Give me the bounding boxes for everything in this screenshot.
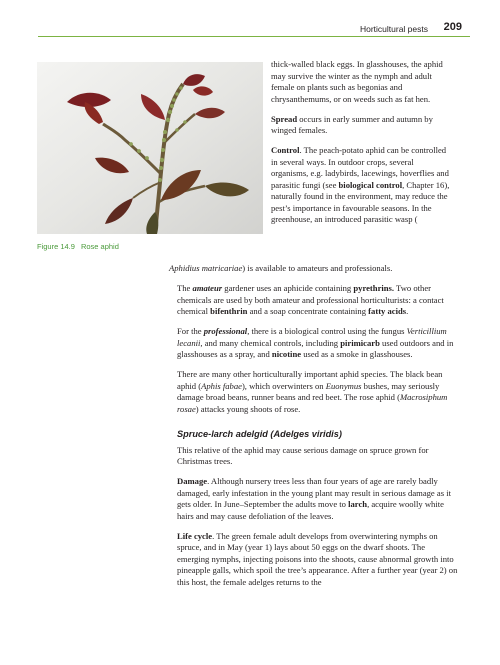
chem-pirimicarb: pirimicarb — [340, 337, 380, 348]
rose-shoot-with-aphids-photo-icon — [37, 62, 263, 234]
prof-text-4: used as a smoke in glasshouses. — [301, 349, 413, 359]
other-text-3: bushes, may seriously damage broad beans, runner beans and red beet. The rose aphid ( — [177, 380, 440, 402]
control-text-1: . The peach-potato aphid can be controlled in several ways. In outdoor crops, several organisms, e.g. ladybirds, lacewings, hoverflies and parasitic fungi (see — [271, 145, 449, 190]
paragraph-amateur — [177, 283, 459, 318]
damage-text-1: . Although nursery trees less than four years of age are rarely badly damaged, early infestation in the young plant may result in serious damage as it gets older. In June–September the adults move to — [177, 476, 451, 509]
top-column — [271, 59, 451, 226]
paragraph-spread — [271, 114, 451, 137]
amateur-pre: The — [177, 283, 193, 293]
figure-caption-text: Rose aphid — [80, 242, 119, 251]
main-column — [169, 263, 459, 597]
species-verticillium: Verticillium lecanii — [177, 326, 447, 348]
term-larch: larch — [348, 499, 368, 509]
term-life-cycle: Life cycle — [177, 530, 213, 541]
figure-caption — [37, 242, 119, 251]
header-rule — [38, 36, 470, 37]
chem-fatty-acids: fatty acids — [368, 306, 407, 316]
paragraph-control-continued — [169, 263, 459, 275]
term-control: Control — [271, 145, 300, 155]
paragraph-other-species — [177, 369, 459, 415]
amateur-text-3: and a soap concentrate containing — [247, 306, 369, 316]
species-aphis-fabae: Aphis fabae — [201, 380, 242, 391]
paragraph-control — [271, 145, 451, 226]
body-continuation — [177, 283, 459, 588]
species-aphidius: Aphidius matricariae — [169, 263, 243, 273]
species-macrosiphum: Macrosiphum rosae — [177, 392, 448, 414]
amateur-text-1: gardener uses an aphicide containing — [222, 283, 354, 293]
section-heading-spruce-larch-adelgid: Spruce-larch adelgid (Adelges viridis) — [177, 429, 342, 439]
running-head: Horticultural pests — [359, 24, 428, 34]
figure-number: Figure 14.9 — [37, 242, 75, 251]
paragraph-eggs: thick-walled black eggs. In glasshouses, the aphid may survive the winter as the nymph and adult female on plants such as begonias and chrysanthemums, or on weeds such as fat hen. — [271, 59, 443, 104]
paragraph-damage — [177, 476, 459, 522]
prof-text-2: , and many chemical controls, including — [200, 337, 341, 348]
amateur-text-4: . — [406, 306, 409, 316]
chem-bifenthrin: bifenthrin — [210, 306, 248, 316]
species-euonymus: Euonymus — [325, 380, 362, 391]
paragraph-professional — [177, 326, 459, 361]
paragraph-spruce: This relative of the aphid may cause serious damage on spruce grown for Christmas trees. — [177, 444, 429, 466]
control-text-2: , Chapter 16), naturally found in the environment, may reduce the pest’s importance in favourable seasons. In the greenhouse, an introduced parasitic wasp ( — [271, 179, 450, 224]
control-text-3: ) is available to amateurs and professionals. — [242, 263, 393, 273]
spread-text: occurs in early summer and autumn by winged females. — [271, 113, 433, 135]
term-amateur: amateur — [192, 283, 223, 293]
chem-pyrethrins: pyrethrins. — [353, 283, 395, 293]
chem-nicotine: nicotine — [271, 349, 302, 359]
biological-control-ref: biological control — [338, 179, 403, 190]
other-text-4: ) attacks young shoots of rose. — [195, 403, 301, 414]
life-text: . The green female adult develops from overwintering nymphs on spruce, and in May (year 1) lays about 50 eggs on the dwarf shoots. The emerging nymphs, injecting poisons into the shoots, cause abnormal growth into pineapple galls, which spoil the tree’s appearance. After a further year (year 2) on this host, the female adelges returns to the — [177, 530, 458, 587]
other-text-2: ), which overwinters on — [241, 380, 326, 391]
damage-text-2: , acquire woolly white hairs and may cause defoliation of the leaves. — [177, 499, 444, 521]
prof-text-1: , there is a biological control using the fungus — [247, 326, 407, 336]
other-text-1: There are many other horticulturally important aphid species. The black bean aphid ( — [177, 369, 443, 391]
prof-pre: For the — [177, 326, 204, 336]
prof-text-3: used outdoors and in glasshouses as a spray, and — [177, 337, 454, 359]
paragraph-life-cycle — [177, 531, 459, 589]
term-spread: Spread — [271, 113, 298, 124]
page-number: 209 — [443, 21, 462, 33]
term-professional: professional — [203, 326, 248, 336]
term-damage: Damage — [177, 476, 208, 486]
rose-aphid-photo — [37, 62, 263, 234]
amateur-text-2: Two other chemicals are used by both amateur and professional horticulturists: a contact chemical — [177, 283, 444, 316]
